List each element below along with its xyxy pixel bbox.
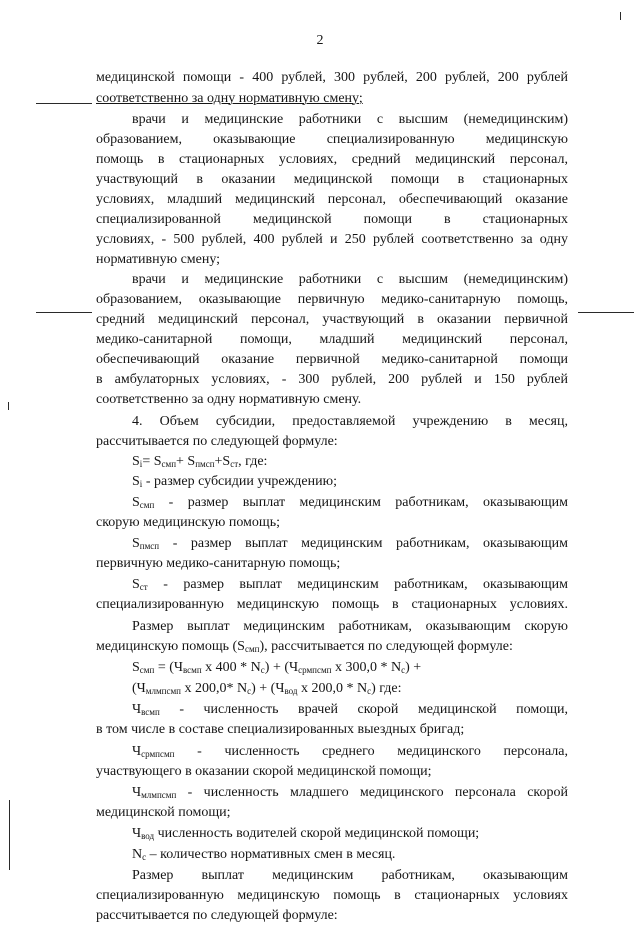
- text-line: в амбулаторных условиях, - 300 рублей, 200 рублей и 150 рублей: [96, 372, 568, 387]
- text-line: $S_{ст}$ - размер выплат медицинским работникам, оказывающим: [132, 577, 568, 592]
- text-line: специализированной медицинской помощи в стационарных: [96, 212, 568, 227]
- text-line: $Ч_{всмп}$ - численность врачей скорой медицинской помощи,: [132, 702, 568, 717]
- text-line: специализированную медицинскую помощь в стационарных условиях.: [96, 597, 568, 612]
- text-line: $N_с$ – количество нормативных смен в месяц.: [132, 847, 396, 862]
- text-line: $Ч_{вод}$ численность водителей скорой медицинской помощи;: [132, 826, 480, 841]
- text-line: условиях, - 500 рублей, 400 рублей и 250 рублей соответственно за одну: [96, 232, 568, 247]
- text-line: специализированную медицинскую помощь в стационарных условиях: [96, 888, 568, 903]
- text-line: условиях, младший медицинский персонал, обеспечивающий оказание: [96, 192, 568, 207]
- text-line: участвующего в оказании скорой медицинской помощи;: [96, 764, 432, 779]
- scan-artifact-line: [36, 103, 92, 104]
- scan-artifact-edge: [9, 800, 10, 870]
- underlined-text: соответственно за одну нормативную смену;: [96, 91, 363, 106]
- scan-artifact-line: [578, 312, 634, 313]
- text-line: образованием, оказывающие первичную медико-санитарную помощь,: [96, 292, 568, 307]
- text-line: $S_{пмсп}$ - размер выплат медицинским работникам, оказывающим: [132, 536, 568, 551]
- scan-artifact-mark: [8, 402, 9, 410]
- text-line: рассчитывается по следующей формуле:: [96, 434, 338, 449]
- formula-line: $S_i= S_{смп}+ S_{пмсп}+S_{ст}$, где:: [132, 454, 268, 469]
- text-line: медико-санитарной помощи, младший медицинский персонал,: [96, 332, 568, 347]
- formula-line: $S_{смп} = (Ч_{всмп}$ х $400 * N_с) + (Ч_{срмпсмп}$ х $300,0 * N_с$) +: [132, 660, 422, 675]
- formula-line: ($Ч_{млмпсмп}$ х 200,0* $N_с) + (Ч_{вод}$ х $200,0 * N_с$) где:: [132, 681, 402, 696]
- text-line: скорую медицинскую помощь;: [96, 515, 280, 530]
- text-line: в том числе в составе специализированных выездных бригад;: [96, 722, 465, 737]
- text-line: $Ч_{срмпсмп}$ - численность среднего медицинского персонала,: [132, 744, 568, 759]
- text-line: нормативную смену;: [96, 252, 221, 267]
- text-line: рассчитывается по следующей формуле:: [96, 908, 338, 923]
- text-line: Размер выплат медицинским работникам, оказывающим скорую: [132, 619, 568, 634]
- scan-artifact-line: [36, 312, 92, 313]
- text-line: 4. Объем субсидии, предоставляемой учреждению в месяц,: [132, 414, 568, 429]
- text-line: $S_{смп}$ - размер выплат медицинским работникам, оказывающим: [132, 495, 568, 510]
- text-line: медицинской помощи;: [96, 805, 231, 820]
- text-line: врачи и медицинские работники с высшим (немедицинским): [132, 272, 568, 287]
- text-line: участвующий в оказании медицинской помощи в стационарных: [96, 172, 568, 187]
- text-line: врачи и медицинские работники с высшим (немедицинским): [132, 112, 568, 127]
- text-line: соответственно за одну нормативную смену.: [96, 392, 362, 407]
- scan-artifact-mark: [620, 12, 621, 20]
- text-line: помощь в стационарных условиях, средний медицинский персонал,: [96, 152, 568, 167]
- text-line: первичную медико-санитарную помощь;: [96, 556, 341, 571]
- text-line: медицинской помощи - 400 рублей, 300 рублей, 200 рублей, 200 рублей: [96, 70, 568, 85]
- text-line: обеспечивающий оказание первичной медико-санитарной помощи: [96, 352, 568, 367]
- text-line: $S_i$ - размер субсидии учреждению;: [132, 474, 337, 489]
- text-line: образованием, оказывающие специализированную медицинскую: [96, 132, 568, 147]
- text-line: медицинскую помощь $(S_{смп})$, рассчитывается по следующей формуле:: [96, 639, 513, 654]
- text-line: Размер выплат медицинским работникам, оказывающим: [132, 868, 568, 883]
- text-line: средний медицинский персонал, участвующий в оказании первичной: [96, 312, 568, 327]
- text-line: $Ч_{млмпсмп}$ - численность младшего медицинского персонала скорой: [132, 785, 568, 800]
- page-number: 2: [316, 33, 324, 48]
- text-line: [96, 89, 568, 109]
